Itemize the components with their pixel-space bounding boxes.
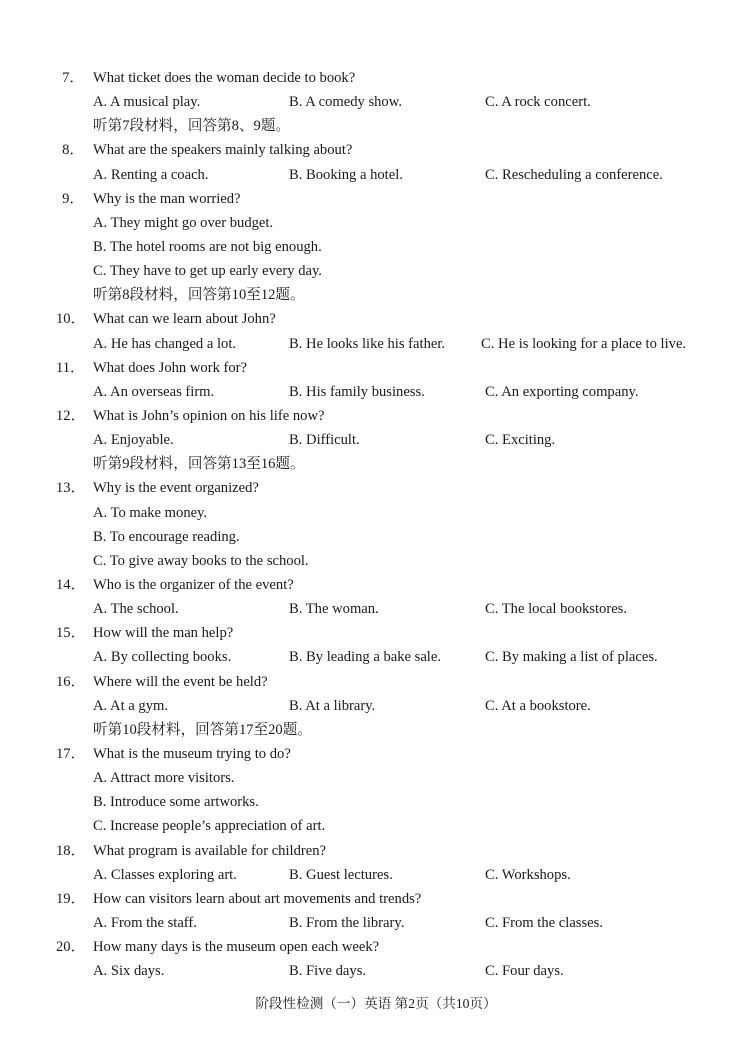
question-10 (0, 307, 752, 331)
option-b: B. He looks like his father. (289, 335, 446, 352)
options-16 (0, 694, 752, 718)
options-15 (0, 645, 752, 669)
question-text: What is John’s opinion on his life now? (93, 407, 325, 424)
question-12 (0, 404, 752, 428)
question-14 (0, 573, 752, 597)
option-c: C. He is looking for a place to live. (481, 335, 687, 352)
question-number: 16． (56, 673, 86, 690)
page-footer: 阶段性检测（一）英语 第2页（共10页） (255, 996, 497, 1011)
question-text: Who is the organizer of the event? (93, 576, 294, 593)
question-text: How many days is the museum open each week? (93, 939, 380, 956)
option-row-b (0, 525, 752, 549)
question-20 (0, 935, 752, 959)
question-text: Where will the event be held? (93, 673, 268, 690)
option-b: B. His family business. (289, 383, 425, 400)
option-b: B. From the library. (289, 914, 405, 931)
option-b: B. At a library. (289, 697, 376, 714)
question-text: How can visitors learn about art movements and trends? (93, 890, 422, 907)
question-text: What does John work for? (93, 359, 248, 376)
option-a: A. Classes exploring art. (93, 866, 237, 883)
question-text: What program is available for children? (93, 842, 326, 859)
section-instruction: 听第7段材料，回答第8、9题。 (93, 118, 291, 135)
option-c: C. To give away books to the school. (93, 552, 309, 569)
option-c: C. Rescheduling a conference. (485, 166, 663, 183)
question-17 (0, 742, 752, 766)
section-instruction: 听第10段材料，回答第17至20题。 (93, 721, 312, 738)
option-b: B. Guest lectures. (289, 866, 393, 883)
option-c: C. By making a list of places. (485, 649, 658, 666)
section-heading (0, 283, 752, 307)
question-number: 15． (56, 625, 86, 642)
question-number: 13． (56, 480, 86, 497)
question-9 (0, 187, 752, 211)
option-c: C. Four days. (485, 963, 564, 980)
question-text: Why is the event organized? (93, 480, 259, 497)
option-a: A. A musical play. (93, 94, 201, 111)
option-c: C. They have to get up early every day. (93, 263, 322, 280)
option-b: B. Introduce some artworks. (93, 794, 259, 811)
option-c: C. The local bookstores. (485, 601, 627, 618)
option-a: A. From the staff. (93, 914, 197, 931)
option-b: B. The woman. (289, 601, 379, 618)
question-18 (0, 839, 752, 863)
question-19 (0, 887, 752, 911)
option-c: C. Workshops. (485, 866, 571, 883)
options-14 (0, 597, 752, 621)
option-b: B. To encourage reading. (93, 528, 240, 545)
options-12 (0, 428, 752, 452)
option-b: B. By leading a bake sale. (289, 649, 441, 666)
section-instruction: 听第8段材料，回答第10至12题。 (93, 287, 305, 304)
question-15 (0, 621, 752, 645)
question-text: What is the museum trying to do? (93, 745, 291, 762)
option-row-b (0, 235, 752, 259)
question-number: 20． (56, 939, 86, 956)
options-10 (0, 332, 752, 356)
option-c: C. At a bookstore. (485, 697, 591, 714)
option-a: A. Enjoyable. (93, 432, 174, 449)
option-b: B. A comedy show. (289, 94, 402, 111)
question-number: 7． (62, 70, 84, 86)
option-b: B. The hotel rooms are not big enough. (93, 238, 322, 255)
question-text: What are the speakers mainly talking about? (93, 142, 353, 159)
option-a: A. To make money. (93, 504, 208, 521)
question-number: 19． (56, 890, 86, 907)
exam-page (0, 66, 752, 983)
options-11 (0, 380, 752, 404)
question-number: 12． (56, 407, 86, 424)
question-text: How will the man help? (93, 625, 234, 642)
option-b: B. Five days. (289, 963, 367, 980)
question-11 (0, 356, 752, 380)
options-20 (0, 959, 752, 983)
section-heading (0, 718, 752, 742)
section-heading (0, 452, 752, 476)
option-a: A. The school. (93, 601, 179, 618)
option-row-c (0, 259, 752, 283)
option-a: A. They might go over budget. (93, 214, 274, 231)
question-text: Why is the man worried? (93, 190, 241, 207)
option-row-b (0, 790, 752, 814)
question-number: 8． (62, 142, 84, 159)
option-c: C. A rock concert. (485, 94, 591, 111)
option-a: A. By collecting books. (93, 649, 232, 666)
option-c: C. Exciting. (485, 432, 556, 449)
question-13 (0, 476, 752, 500)
question-number: 17． (56, 745, 86, 762)
question-16 (0, 670, 752, 694)
option-a: A. An overseas firm. (93, 383, 215, 400)
option-a: A. Renting a coach. (93, 166, 209, 183)
option-b: B. Difficult. (289, 432, 360, 449)
options-7 (0, 90, 752, 114)
option-c: C. From the classes. (485, 914, 603, 931)
section-instruction: 听第9段材料，回答第13至16题。 (93, 456, 305, 473)
options-19 (0, 911, 752, 935)
option-a: A. He has changed a lot. (93, 335, 237, 352)
option-row-c (0, 549, 752, 573)
option-a: A. Attract more visitors. (93, 770, 235, 787)
question-number: 9． (62, 190, 84, 207)
option-b: B. Booking a hotel. (289, 166, 403, 183)
question-number: 10． (56, 311, 86, 328)
option-a: A. At a gym. (93, 697, 168, 714)
question-number: 14． (56, 576, 86, 593)
question-text: What ticket does the woman decide to book? (93, 70, 356, 86)
section-heading (0, 114, 752, 138)
options-18 (0, 863, 752, 887)
options-8 (0, 163, 752, 187)
question-8 (0, 138, 752, 162)
option-c: C. Increase people’s appreciation of art. (93, 818, 326, 835)
option-row-a (0, 766, 752, 790)
question-text: What can we learn about John? (93, 311, 276, 328)
question-number: 18． (56, 842, 86, 859)
option-row-a (0, 211, 752, 235)
option-a: A. Six days. (93, 963, 165, 980)
question-number: 11． (56, 359, 85, 376)
question-7 (0, 66, 752, 90)
option-row-c (0, 814, 752, 838)
option-row-a (0, 501, 752, 525)
option-c: C. An exporting company. (485, 383, 639, 400)
